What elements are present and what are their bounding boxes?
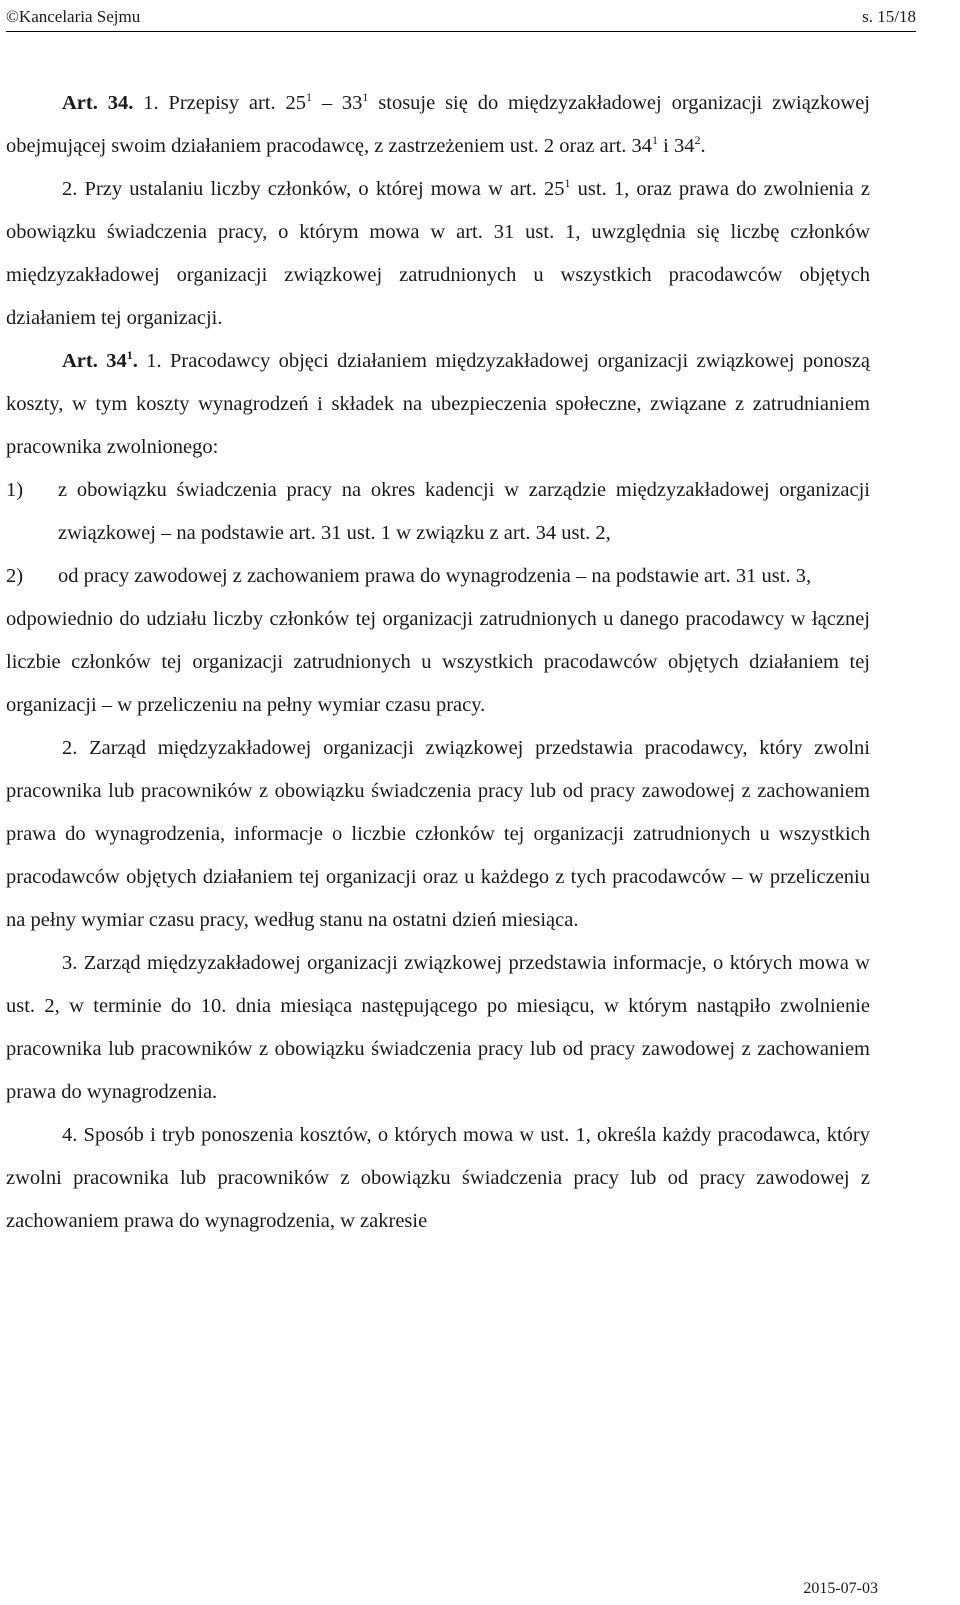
page-number: s. 15/18 bbox=[862, 7, 916, 26]
superscript: 1 bbox=[652, 133, 659, 147]
article-label: Art. 34. bbox=[62, 92, 134, 114]
article-34-1-paragraph-3: 3. Zarząd międzyzakładowej organizacji związkowej przedstawia informacje, o których mowa w ust. 2, w terminie do 10. dnia miesiąca następującego po miesiącu, w którym nastąpiło zwolnienie pracownika lub pracowników z obowiązku świadczenia pracy lub od pracy zawodowej z zachowaniem prawa do wynagrodzenia. bbox=[6, 952, 870, 1103]
superscript: 1 bbox=[126, 348, 133, 362]
list-text: z obowiązku świadczenia pracy na okres kadencji w zarządzie międzyzakładowej organizacji związkowej – na podstawie art. 31 ust. 1 w związku z art. 34 ust. 2, bbox=[58, 479, 870, 544]
list-number: 2) bbox=[6, 565, 24, 587]
text-run: ust. 1, oraz prawa do zwolnienia z obowiązku świadczenia pracy, o którym mowa w art. 31 ust. 1, uwzględnia się liczbę członków międzyzakładowej organizacji związkowej zatrudnionych u wszystkich pracodawców objętych działaniem tej organizacji. bbox=[6, 178, 870, 329]
text-run: . bbox=[700, 135, 706, 157]
article-34-1-paragraph-1 bbox=[6, 340, 870, 469]
document-body bbox=[6, 82, 870, 1243]
superscript: 1 bbox=[362, 90, 369, 104]
superscript: 1 bbox=[305, 90, 312, 104]
paragraph-continuation: odpowiednio do udziału liczby członków tej organizacji zatrudnionych u danego pracodawcy w łącznej liczbie członków tej organizacji zatrudnionych u wszystkich pracodawców objętych działaniem tej organizacji – w przeliczeniu na pełny wymiar czasu pracy. bbox=[6, 608, 870, 716]
article-34-1-paragraph-4: 4. Sposób i tryb ponoszenia kosztów, o których mowa w ust. 1, określa każdy pracodawca, który zwolni pracownika lub pracowników z obowiązku świadczenia pracy lub od pracy zawodowej z zachowaniem prawa do wynagrodzenia, w zakresie bbox=[6, 1124, 870, 1232]
text-run: 1. Przepisy art. 25 bbox=[133, 92, 306, 114]
text-run: stosuje się do międzyzakładowej organizacji związkowej obejmującej swoim działaniem pracodawcę, z zastrzeżeniem ust. 2 oraz art. 34 bbox=[6, 92, 871, 157]
list-item bbox=[6, 555, 870, 598]
text-run: i 34 bbox=[658, 135, 695, 157]
article-34-paragraph-1 bbox=[6, 82, 870, 168]
superscript: 1 bbox=[564, 176, 571, 190]
text-run: 1. Pracodawcy objęci działaniem międzyzakładowej organizacji związkowej ponoszą koszty, w tym koszty wynagrodzeń i składek na ubezpieczenia społeczne, związane z zatrudnianiem pracownika zwolnionego: bbox=[6, 350, 870, 458]
text-run: – 33 bbox=[311, 92, 363, 114]
header-divider bbox=[6, 31, 916, 32]
footer-date: 2015-07-03 bbox=[803, 1580, 878, 1597]
superscript: 2 bbox=[694, 133, 701, 147]
list-number: 1) bbox=[6, 479, 24, 501]
page-header bbox=[6, 6, 916, 28]
article-34-1-paragraph-2: 2. Zarząd międzyzakładowej organizacji związkowej przedstawia pracodawcy, który zwolni pracownika lub pracowników z obowiązku świadczenia pracy lub od pracy zawodowej z zachowaniem prawa do wynagrodzenia, informacje o liczbie członków tej organizacji zatrudnionych u wszystkich pracodawców objętych działaniem tej organizacji oraz u każdego z tych pracodawców – w przeliczeniu na pełny wymiar czasu pracy, według stanu na ostatni dzień miesiąca. bbox=[6, 737, 870, 931]
list-item bbox=[6, 469, 870, 555]
publisher-label: ©Kancelaria Sejmu bbox=[6, 7, 141, 26]
article-label-dot: . bbox=[132, 350, 138, 372]
article-34-paragraph-2 bbox=[6, 168, 870, 340]
article-label bbox=[62, 350, 138, 372]
list-text: od pracy zawodowej z zachowaniem prawa do wynagrodzenia – na podstawie art. 31 ust. 3, bbox=[58, 565, 812, 587]
article-label-text: Art. 34 bbox=[62, 350, 127, 372]
text-run: 2. Przy ustalaniu liczby członków, o której mowa w art. 25 bbox=[62, 178, 565, 200]
